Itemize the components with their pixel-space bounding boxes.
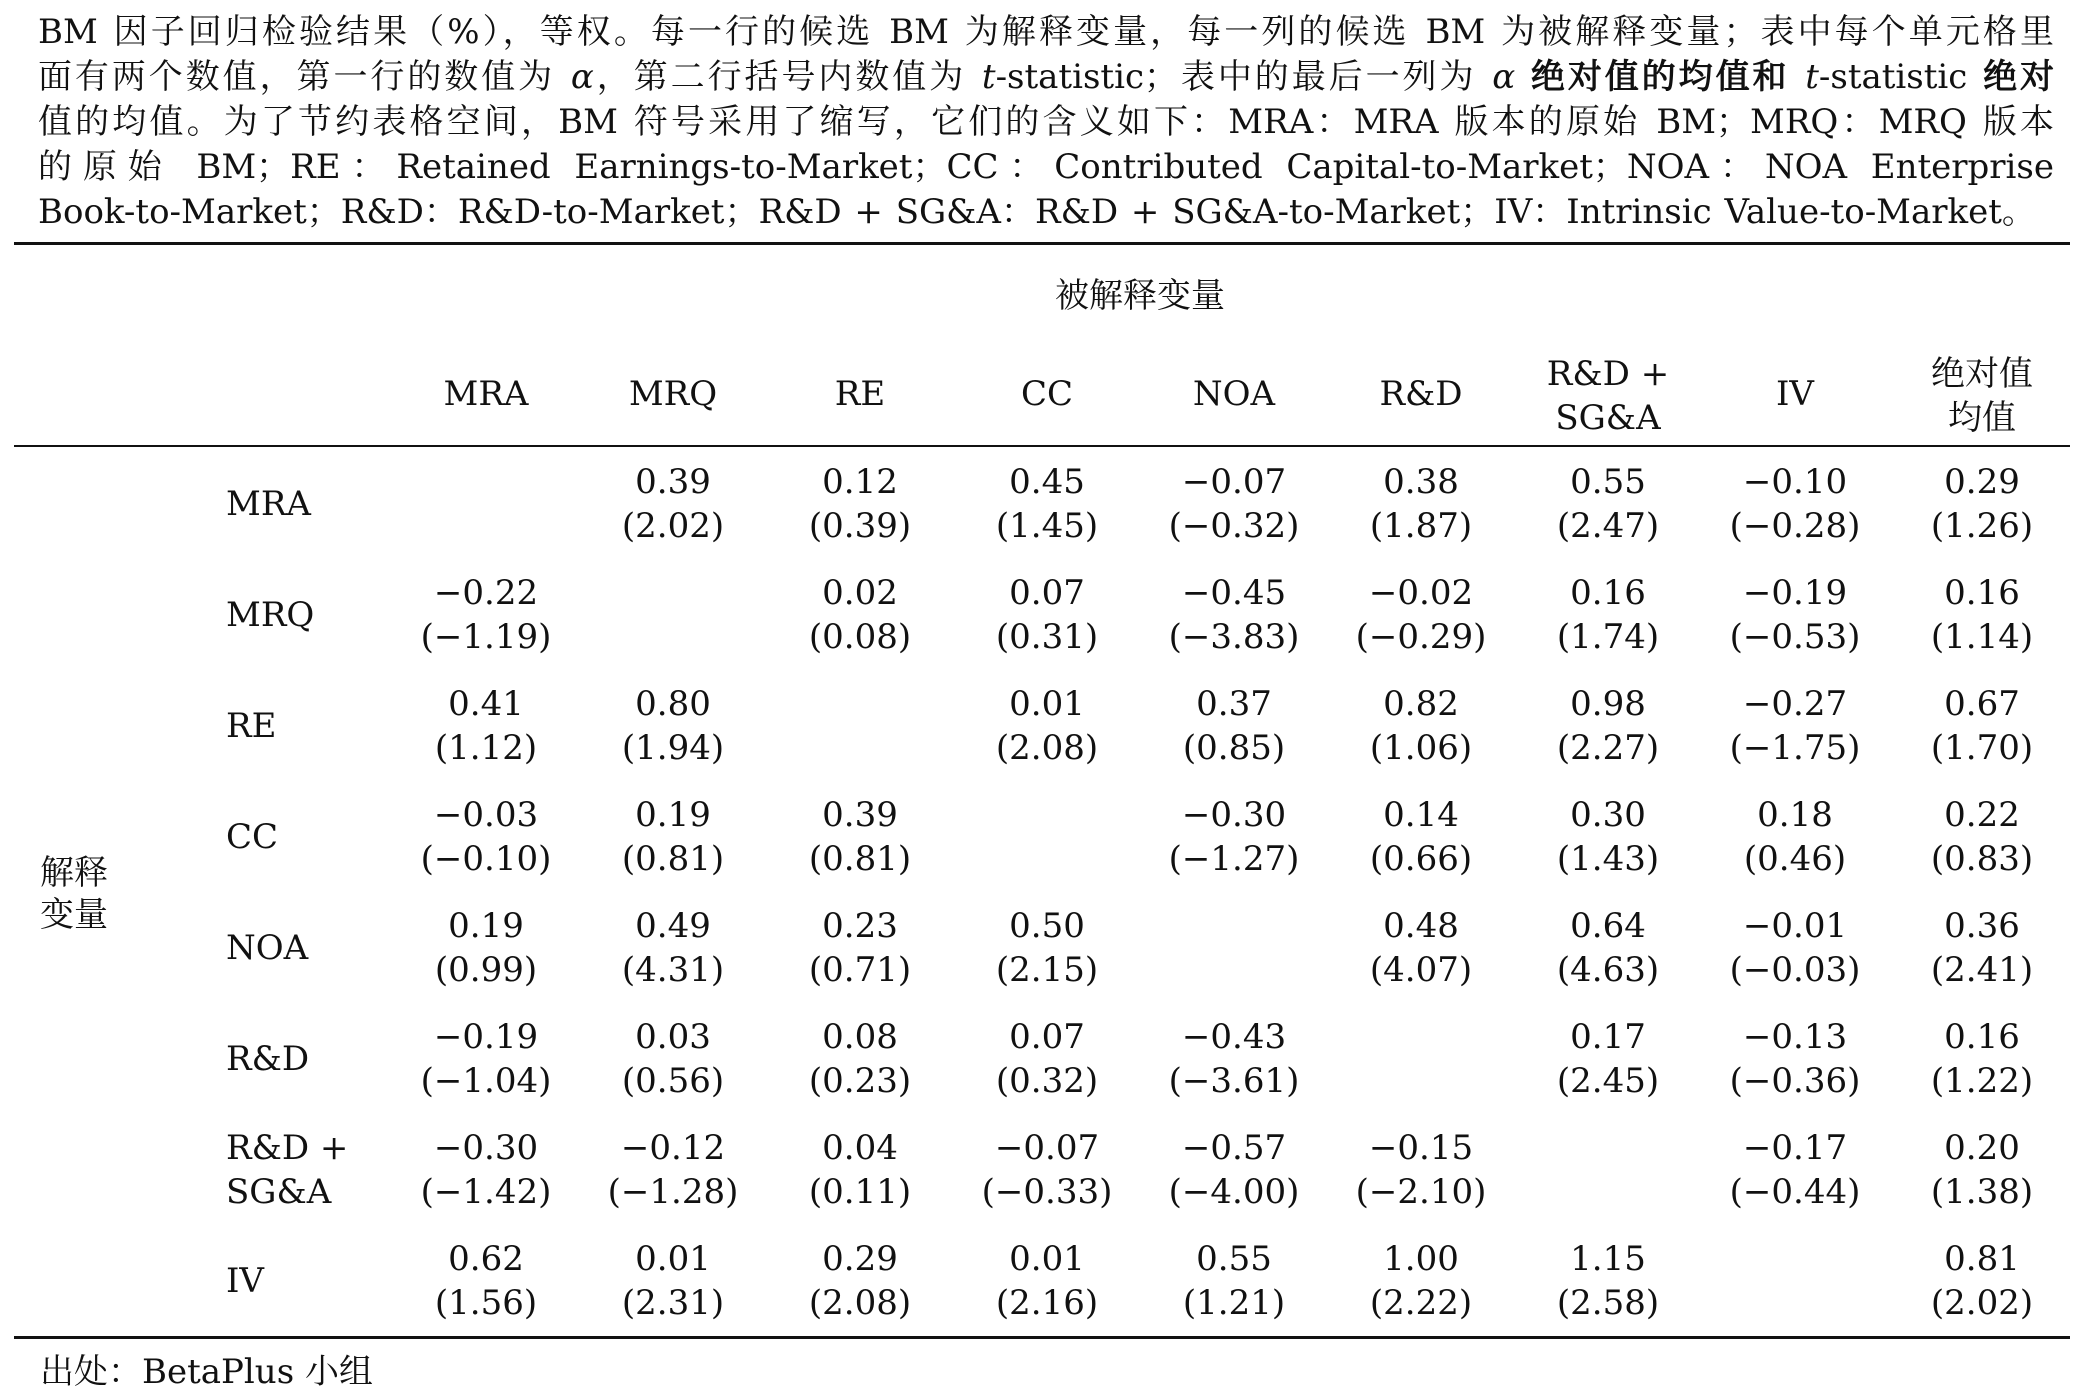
alpha-value: 0.08 [822,1017,898,1057]
column-header-rdsga: R&D + SG&A [1546,354,1670,438]
table-cell [957,1237,1137,1325]
alpha-value: −0.30 [433,1128,539,1168]
t-statistic-value: (−1.04) [420,1061,552,1101]
alpha-value: 0.62 [448,1239,524,1279]
column-header-mrq: MRQ [628,374,718,414]
t-statistic-value: (1.94) [621,728,725,768]
table-cell [1331,904,1511,992]
header-rule [14,445,2070,447]
t-statistic-value: (2.08) [808,1283,912,1323]
table-cell [957,1015,1137,1103]
t-statistic-value: (0.83) [1930,839,2034,879]
table-cell [1705,1126,1885,1214]
alpha-value: 0.30 [1570,795,1646,835]
row-label-re: RE [226,706,277,746]
alpha-value: −0.57 [1181,1128,1287,1168]
table-cell [770,904,950,992]
column-header-abs: 绝对值 均值 [1931,354,2033,438]
alpha-value: −0.10 [1742,462,1848,502]
t-statistic-value: (−0.28) [1729,506,1861,546]
table-cell [1331,793,1511,881]
table-cell [583,1015,763,1103]
row-label-cc: CC [226,817,279,857]
table-cell [583,904,763,992]
t-statistic-value: (0.39) [808,506,912,546]
t-statistic-value: (−0.10) [420,839,552,879]
alpha-value: −0.15 [1368,1128,1474,1168]
column-header-rd: R&D [1379,374,1463,414]
alpha-value: 0.48 [1383,906,1459,946]
alpha-value: 0.19 [635,795,711,835]
t-statistic-value: (−2.10) [1355,1172,1487,1212]
t-statistic-value: (−1.27) [1168,839,1300,879]
table-cell [1331,1126,1511,1214]
t-statistic-value: (−0.33) [981,1172,1113,1212]
alpha-value: 0.37 [1196,684,1272,724]
t-statistic-value: (0.11) [808,1172,912,1212]
table-cell [1892,1126,2072,1214]
table-cell [1518,682,1698,770]
t-statistic-value: (1.26) [1930,506,2034,546]
row-label-rd: R&D [226,1039,310,1079]
alpha-value: −0.19 [433,1017,539,1057]
t-statistic-value: (−3.61) [1168,1061,1300,1101]
alpha-value: −0.43 [1181,1017,1287,1057]
alpha-value: −0.02 [1368,573,1474,613]
t-statistic-value: (0.32) [995,1061,1099,1101]
table-cell [1705,793,1885,881]
table-cell [770,1015,950,1103]
t-statistic-value: (0.85) [1182,728,1286,768]
alpha-value: 0.67 [1944,684,2020,724]
t-statistic-value: (2.58) [1556,1283,1660,1323]
t-statistic-value: (2.15) [995,950,1099,990]
alpha-value: 0.01 [635,1239,711,1279]
table-cell [1705,460,1885,548]
t-statistic-value: (−0.03) [1729,950,1861,990]
t-statistic-value: (0.81) [808,839,912,879]
table-cell [396,682,576,770]
t-statistic-value: (1.43) [1556,839,1660,879]
alpha-value: −0.22 [433,573,539,613]
alpha-value: 0.39 [822,795,898,835]
alpha-value: −0.12 [620,1128,726,1168]
table-cell [957,460,1137,548]
alpha-value: 0.55 [1196,1239,1272,1279]
t-statistic-value: (−3.83) [1168,617,1300,657]
table-cell [1892,793,2072,881]
alpha-value: 0.23 [822,906,898,946]
t-statistic-value: (−4.00) [1168,1172,1300,1212]
alpha-value: 0.98 [1570,684,1646,724]
row-label-iv: IV [226,1261,264,1301]
t-statistic-value: (−0.29) [1355,617,1487,657]
alpha-value: −0.45 [1181,573,1287,613]
t-statistic-value: (0.66) [1369,839,1473,879]
t-statistic-value: (0.81) [621,839,725,879]
column-header-noa: NOA [1192,374,1276,414]
t-statistic-value: (1.21) [1182,1283,1286,1323]
table-cell [396,1126,576,1214]
table-top-rule [14,242,2070,245]
t-statistic-value: (2.45) [1556,1061,1660,1101]
alpha-value: −0.07 [1181,462,1287,502]
column-header-cc: CC [1020,374,1074,414]
alpha-value: 0.07 [1009,1017,1085,1057]
t-statistic-value: (2.47) [1556,506,1660,546]
alpha-value: 0.38 [1383,462,1459,502]
table-cell [1705,904,1885,992]
table-bottom-rule [14,1336,2070,1339]
column-header-mra: MRA [443,374,529,414]
alpha-value: 0.02 [822,573,898,613]
t-statistic-value: (2.02) [1930,1283,2034,1323]
alpha-value: 0.17 [1570,1017,1646,1057]
table-cell [957,571,1137,659]
t-statistic-value: (1.56) [434,1283,538,1323]
table-cell [1892,1015,2072,1103]
table-cell [1892,904,2072,992]
alpha-value: 0.16 [1944,573,2020,613]
t-statistic-value: (1.06) [1369,728,1473,768]
alpha-value: 0.01 [1009,1239,1085,1279]
table-cell [1705,571,1885,659]
table-cell [1892,1237,2072,1325]
table-cell [1705,1015,1885,1103]
t-statistic-value: (1.45) [995,506,1099,546]
t-statistic-value: (−1.42) [420,1172,552,1212]
table-cell [1144,793,1324,881]
table-cell [1892,571,2072,659]
table-cell [1518,460,1698,548]
table-cell [957,904,1137,992]
column-header-iv: IV [1776,374,1814,414]
t-statistic-value: (1.14) [1930,617,2034,657]
table-cell [770,571,950,659]
source-label: 出处： [40,1352,142,1392]
caption-line-3: 值的均值。为了节约表格空间，BM 符号采用了缩写，它们的含义如下：MRA：MRA 版本的原始 BM；MRQ：MRQ 版本 [38,102,2054,142]
table-cell [1331,682,1511,770]
alpha-value: 0.45 [1009,462,1085,502]
t-statistic-value: (0.71) [808,950,912,990]
table-cell [1331,1237,1511,1325]
table-cell [396,1015,576,1103]
alpha-value: −0.13 [1742,1017,1848,1057]
table-cell [1331,460,1511,548]
table-cell [396,793,576,881]
t-statistic-value: (−1.19) [420,617,552,657]
table-cell [1518,571,1698,659]
caption-line-4: 的原始 BM；RE：Retained Earnings-to-Market；CC：Contributed Capital-to-Market；NOA：NOA Enterprise [38,147,2054,187]
table-cell [583,1237,763,1325]
t-statistic-value: (0.99) [434,950,538,990]
table-cell [1892,682,2072,770]
alpha-value: 0.18 [1757,795,1833,835]
table-cell [396,904,576,992]
table-cell [1144,682,1324,770]
alpha-value: −0.27 [1742,684,1848,724]
caption-line-2: 面有两个数值，第一行的数值为 α，第二行括号内数值为 t-statistic；表中的最后一列为 α 绝对值的均值和 t-statistic 绝对 [38,57,2055,97]
alpha-value: 0.41 [448,684,524,724]
table-cell [957,1126,1137,1214]
explanatory-variable-header [40,852,108,936]
t-statistic-value: (−1.28) [607,1172,739,1212]
alpha-value: 0.36 [1944,906,2020,946]
alpha-value: 0.03 [635,1017,711,1057]
t-statistic-value: (1.38) [1930,1172,2034,1212]
t-statistic-value: (−0.53) [1729,617,1861,657]
t-statistic-value: (1.22) [1930,1061,2034,1101]
alpha-value: 0.80 [635,684,711,724]
table-cell [396,1237,576,1325]
t-statistic-value: (1.74) [1556,617,1660,657]
alpha-value: −0.17 [1742,1128,1848,1168]
table-cell [770,460,950,548]
alpha-value: 0.22 [1944,795,2020,835]
table-cell [1518,1237,1698,1325]
t-statistic-value: (−0.44) [1729,1172,1861,1212]
t-statistic-value: (0.31) [995,617,1099,657]
alpha-value: 0.16 [1944,1017,2020,1057]
t-statistic-value: (0.46) [1743,839,1847,879]
table-cell [1705,682,1885,770]
table-cell [1144,1126,1324,1214]
caption-line-5: Book-to-Market；R&D：R&D-to-Market；R&D + SG&A：R&D + SG&A-to-Market；IV：Intrinsic Value-to-Market。 [38,192,2036,232]
table-cell [1518,793,1698,881]
t-statistic-value: (2.27) [1556,728,1660,768]
t-statistic-value: (2.08) [995,728,1099,768]
t-statistic-value: (1.12) [434,728,538,768]
t-statistic-value: (2.02) [621,506,725,546]
table-cell [583,460,763,548]
table-cell [957,682,1137,770]
alpha-value: 0.12 [822,462,898,502]
table-cell [1518,904,1698,992]
t-statistic-value: (1.70) [1930,728,2034,768]
alpha-value: −0.19 [1742,573,1848,613]
t-statistic-value: (2.22) [1369,1283,1473,1323]
alpha-value: −0.30 [1181,795,1287,835]
source-note [40,1352,373,1392]
alpha-value: 0.01 [1009,684,1085,724]
alpha-value: 0.82 [1383,684,1459,724]
alpha-value: −0.01 [1742,906,1848,946]
t-statistic-value: (0.08) [808,617,912,657]
table-cell [770,793,950,881]
alpha-value: 0.49 [635,906,711,946]
alpha-value: 0.07 [1009,573,1085,613]
alpha-value: 1.15 [1570,1239,1646,1279]
table-cell [1331,571,1511,659]
alpha-value: 0.14 [1383,795,1459,835]
t-statistic-value: (1.87) [1369,506,1473,546]
alpha-value: 0.19 [448,906,524,946]
table-cell [1144,571,1324,659]
caption-line-1: BM 因子回归检验结果（%），等权。每一行的候选 BM 为解释变量，每一列的候选 BM 为被解释变量；表中每个单元格里 [38,12,2054,52]
t-statistic-value: (0.56) [621,1061,725,1101]
t-statistic-value: (4.31) [621,950,725,990]
table-cell [1144,460,1324,548]
table-cell [1892,460,2072,548]
row-label-mrq: MRQ [226,595,315,635]
alpha-value: 1.00 [1383,1239,1459,1279]
table-caption [38,10,2054,235]
table-cell [770,1126,950,1214]
dependent-variable-header: 被解释变量 [1055,276,1225,316]
alpha-value: 0.81 [1944,1239,2020,1279]
t-statistic-value: (−0.32) [1168,506,1300,546]
t-statistic-value: (−0.36) [1729,1061,1861,1101]
t-statistic-value: (−1.75) [1729,728,1861,768]
table-cell [1144,1237,1324,1325]
row-label-mra: MRA [226,484,311,524]
alpha-value: 0.16 [1570,573,1646,613]
table-cell [583,793,763,881]
column-header-re: RE [834,374,886,414]
table-cell [770,1237,950,1325]
alpha-value: −0.07 [994,1128,1100,1168]
table-cell [583,1126,763,1214]
explanatory-variable-label: 解释 变量 [40,853,108,935]
t-statistic-value: (2.31) [621,1283,725,1323]
source-text: BetaPlus 小组 [142,1352,373,1392]
table-cell [583,682,763,770]
t-statistic-value: (2.16) [995,1283,1099,1323]
alpha-value: −0.03 [433,795,539,835]
table-cell [1518,1015,1698,1103]
alpha-value: 0.20 [1944,1128,2020,1168]
t-statistic-value: (2.41) [1930,950,2034,990]
alpha-value: 0.04 [822,1128,898,1168]
alpha-value: 0.29 [1944,462,2020,502]
t-statistic-value: (4.07) [1369,950,1473,990]
alpha-value: 0.64 [1570,906,1646,946]
table-cell [396,571,576,659]
alpha-value: 0.29 [822,1239,898,1279]
alpha-value: 0.55 [1570,462,1646,502]
alpha-value: 0.39 [635,462,711,502]
alpha-value: 0.50 [1009,906,1085,946]
row-label-noa: NOA [226,928,309,968]
table-cell [1144,1015,1324,1103]
t-statistic-value: (0.23) [808,1061,912,1101]
t-statistic-value: (4.63) [1556,950,1660,990]
row-label-rdsga: R&D + SG&A [226,1128,349,1212]
